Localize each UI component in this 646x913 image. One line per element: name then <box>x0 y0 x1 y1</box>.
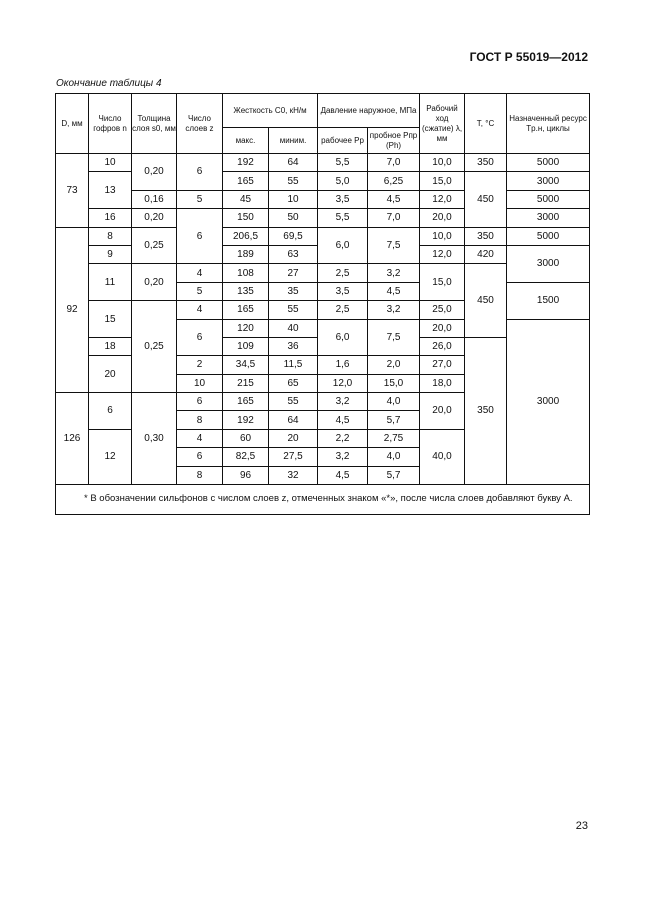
table-cell: 6 <box>177 209 223 264</box>
table-cell: 34,5 <box>223 356 269 374</box>
table-cell: 10 <box>177 374 223 392</box>
table-cell: 10 <box>89 154 132 172</box>
table-cell: 7,0 <box>368 154 420 172</box>
data-table <box>55 93 590 515</box>
table-cell: 12,0 <box>318 374 368 392</box>
table-cell: 3,2 <box>368 301 420 319</box>
table-cell: 5000 <box>507 154 590 172</box>
table-cell: 6 <box>177 319 223 356</box>
table-cell: 2,75 <box>368 429 420 447</box>
table-cell: 63 <box>269 245 318 263</box>
table-cell: 7,0 <box>368 209 420 227</box>
table-cell: 12,0 <box>420 190 465 208</box>
table-cell: 5 <box>177 190 223 208</box>
table-cell: 4 <box>177 429 223 447</box>
table-cell: 5,7 <box>368 411 420 429</box>
table-cell: 2,0 <box>368 356 420 374</box>
table-cell: 350 <box>465 337 507 484</box>
table-cell: 192 <box>223 411 269 429</box>
table-cell: 6,0 <box>318 227 368 264</box>
table-cell: 18 <box>89 337 132 355</box>
table-cell: 6 <box>89 393 132 430</box>
table-cell: 55 <box>269 393 318 411</box>
table-cell: 15,0 <box>368 374 420 392</box>
table-cell: 6,25 <box>368 172 420 190</box>
table-cell: 2,2 <box>318 429 368 447</box>
table-cell: 8 <box>177 466 223 484</box>
table-cell: 3,2 <box>318 448 368 466</box>
footnote-text: * В обозначении сильфонов с числом слоев z, отмеченных знаком «*», после числа слоев добавляют букву А. <box>84 493 573 505</box>
table-cell: 135 <box>223 282 269 300</box>
table-cell: 4,0 <box>368 448 420 466</box>
table-cell: 189 <box>223 245 269 263</box>
table-cell: 12 <box>89 429 132 484</box>
table-cell: 3000 <box>507 209 590 227</box>
col-n: Число гофров n <box>89 94 132 154</box>
table-cell: 3,2 <box>368 264 420 282</box>
table-cell: 4 <box>177 301 223 319</box>
col-stiff-min: миним. <box>269 128 318 154</box>
table-cell: 7,5 <box>368 319 420 356</box>
table-cell: 165 <box>223 301 269 319</box>
table-cell: 27,5 <box>269 448 318 466</box>
table-cell: 5000 <box>507 227 590 245</box>
table-cell: 2,5 <box>318 264 368 282</box>
col-resource: Назначенный ресурс Tр.н, циклы <box>507 94 590 154</box>
table-cell: 3,5 <box>318 282 368 300</box>
table-cell: 0,25 <box>132 227 177 264</box>
table-row <box>56 209 590 227</box>
table-cell: 5 <box>177 282 223 300</box>
table-cell: 165 <box>223 172 269 190</box>
table-cell: 6,0 <box>318 319 368 356</box>
table-cell: 0,20 <box>132 264 177 301</box>
table-cell: 5000 <box>507 190 590 208</box>
table-cell: 9 <box>89 245 132 263</box>
table-cell: 3000 <box>507 245 590 282</box>
table-cell: 11,5 <box>269 356 318 374</box>
table-cell: 4,5 <box>368 190 420 208</box>
table-cell: 92 <box>56 227 89 393</box>
table-cell: 108 <box>223 264 269 282</box>
table-cell: 0,25 <box>132 301 177 393</box>
table-cell: 0,16 <box>132 190 177 208</box>
table-cell: 69,5 <box>269 227 318 245</box>
table-cell: 2,5 <box>318 301 368 319</box>
table-body <box>56 154 590 485</box>
table-cell: 10,0 <box>420 154 465 172</box>
table-cell: 7,5 <box>368 227 420 264</box>
table-cell: 40,0 <box>420 429 465 484</box>
table-cell: 6 <box>177 154 223 191</box>
table-cell: 40 <box>269 319 318 337</box>
table-cell: 27 <box>269 264 318 282</box>
table-cell: 64 <box>269 411 318 429</box>
table-cell: 150 <box>223 209 269 227</box>
table-cell: 73 <box>56 154 89 228</box>
table-cell: 5,0 <box>318 172 368 190</box>
col-stroke: Рабочий ход (сжатие) λ, мм <box>420 94 465 154</box>
table-row <box>56 154 590 172</box>
table-cell: 11 <box>89 264 132 301</box>
table-cell: 4,5 <box>318 466 368 484</box>
col-pressure: Давление наружное, МПа <box>318 94 420 128</box>
table-cell: 6 <box>177 448 223 466</box>
table-cell: 215 <box>223 374 269 392</box>
col-d: D, мм <box>56 94 89 154</box>
table-cell: 420 <box>465 245 507 263</box>
table-cell: 4,0 <box>368 393 420 411</box>
col-s: Толщина слоя s0, мм <box>132 94 177 154</box>
table-cell: 20,0 <box>420 319 465 337</box>
table-cell: 20,0 <box>420 209 465 227</box>
table-cell: 20 <box>269 429 318 447</box>
table-cell: 4,5 <box>368 282 420 300</box>
table-cell: 20,0 <box>420 393 465 430</box>
table-cell: 0,30 <box>132 393 177 485</box>
table-cell: 15,0 <box>420 264 465 301</box>
table-cell: 0,20 <box>132 209 177 227</box>
table-cell: 5,5 <box>318 154 368 172</box>
table-row <box>56 190 590 208</box>
table-cell: 32 <box>269 466 318 484</box>
table-cell: 35 <box>269 282 318 300</box>
table-cell: 20 <box>89 356 132 393</box>
table-cell: 25,0 <box>420 301 465 319</box>
table-cell: 4,5 <box>318 411 368 429</box>
table-cell: 3,5 <box>318 190 368 208</box>
table-cell: 350 <box>465 154 507 172</box>
col-z: Число слоев z <box>177 94 223 154</box>
table-cell: 8 <box>177 411 223 429</box>
col-stiff-max: макс. <box>223 128 269 154</box>
table-cell: 2 <box>177 356 223 374</box>
table-cell: 55 <box>269 172 318 190</box>
table-cell: 1500 <box>507 282 590 319</box>
table-cell: 27,0 <box>420 356 465 374</box>
table-cell: 6 <box>177 393 223 411</box>
col-temp: T, °C <box>465 94 507 154</box>
footnote <box>56 485 590 515</box>
table-cell: 60 <box>223 429 269 447</box>
table-cell: 15,0 <box>420 172 465 190</box>
table-cell: 3000 <box>507 319 590 485</box>
table-cell: 10 <box>269 190 318 208</box>
table-cell: 55 <box>269 301 318 319</box>
table-cell: 206,5 <box>223 227 269 245</box>
table-cell: 120 <box>223 319 269 337</box>
table-cell: 450 <box>465 264 507 338</box>
table-cell: 82,5 <box>223 448 269 466</box>
table-cell: 45 <box>223 190 269 208</box>
table-cell: 1,6 <box>318 356 368 374</box>
table-cell: 3000 <box>507 172 590 190</box>
table-cell: 18,0 <box>420 374 465 392</box>
table-cell: 450 <box>465 172 507 227</box>
table-cell: 10,0 <box>420 227 465 245</box>
table-cell: 126 <box>56 393 89 485</box>
table-cell: 165 <box>223 393 269 411</box>
page-number: 23 <box>575 820 588 832</box>
table-cell: 13 <box>89 172 132 209</box>
table-cell: 0,20 <box>132 154 177 191</box>
table-cell: 3,2 <box>318 393 368 411</box>
table-cell: 350 <box>465 227 507 245</box>
table-cell: 65 <box>269 374 318 392</box>
table-cell: 4 <box>177 264 223 282</box>
table-cell: 15 <box>89 301 132 338</box>
table-cell: 26,0 <box>420 337 465 355</box>
col-stiffness: Жесткость C0, кН/м <box>223 94 318 128</box>
table-cell: 96 <box>223 466 269 484</box>
table-cell: 8 <box>89 227 132 245</box>
standard-header: ГОСТ Р 55019—2012 <box>469 50 588 64</box>
table-cell: 36 <box>269 337 318 355</box>
table-cell: 192 <box>223 154 269 172</box>
table-cell: 109 <box>223 337 269 355</box>
table-caption: Окончание таблицы 4 <box>56 78 162 89</box>
table-cell: 64 <box>269 154 318 172</box>
table-cell: 50 <box>269 209 318 227</box>
col-press-work: рабочее Pр <box>318 128 368 154</box>
table-cell: 5,5 <box>318 209 368 227</box>
col-press-test: пробное Pпр (Ph) <box>368 128 420 154</box>
table-cell: 5,7 <box>368 466 420 484</box>
table-cell: 12,0 <box>420 245 465 263</box>
table-cell: 16 <box>89 209 132 227</box>
table-row <box>56 227 590 245</box>
